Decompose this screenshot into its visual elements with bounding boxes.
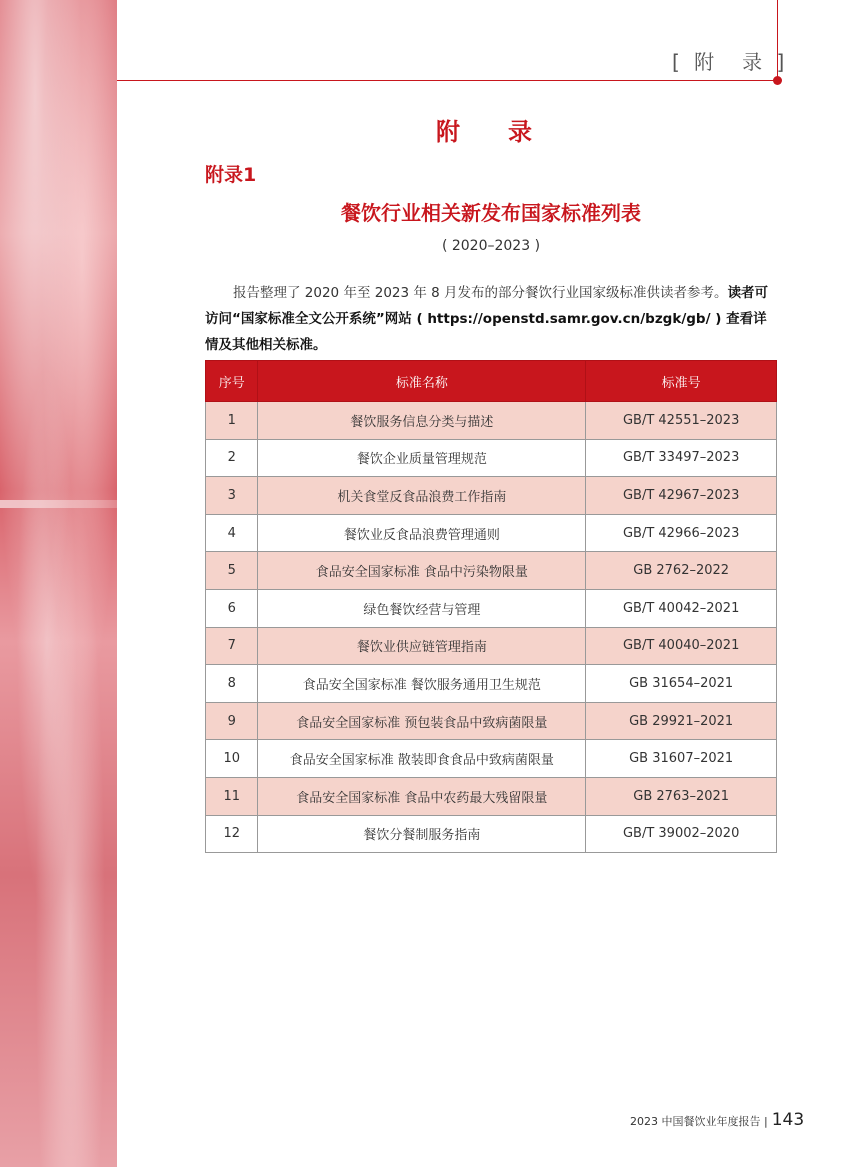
section-tag: [ 附 录 ] xyxy=(672,50,789,74)
table-row xyxy=(206,702,777,740)
standard-name: 食品安全国家标准 散装即食食品中致病菌限量 xyxy=(258,740,586,778)
table-row xyxy=(206,777,777,815)
side-image-divider xyxy=(0,500,117,508)
row-number: 10 xyxy=(206,740,258,778)
row-number: 4 xyxy=(206,514,258,552)
standard-name: 食品安全国家标准 预包装食品中致病菌限量 xyxy=(258,702,586,740)
table-row xyxy=(206,665,777,703)
standard-code: GB/T 40042–2021 xyxy=(586,589,777,627)
footer-text: 2023 中国餐饮业年度报告 | xyxy=(630,1115,768,1128)
standard-name: 食品安全国家标准 餐饮服务通用卫生规范 xyxy=(258,665,586,703)
standard-code: GB 2762–2022 xyxy=(586,552,777,590)
table-row xyxy=(206,514,777,552)
standard-name: 餐饮分餐制服务指南 xyxy=(258,815,586,853)
header-number: 序号 xyxy=(206,361,258,402)
row-number: 1 xyxy=(206,402,258,440)
page-title: 附 录 xyxy=(436,117,544,146)
row-number: 3 xyxy=(206,477,258,515)
standard-code: GB/T 42967–2023 xyxy=(586,477,777,515)
standard-name: 食品安全国家标准 食品中农药最大残留限量 xyxy=(258,777,586,815)
row-number: 12 xyxy=(206,815,258,853)
intro-paragraph xyxy=(205,280,777,358)
table-row xyxy=(206,477,777,515)
header-code: 标准号 xyxy=(586,361,777,402)
table-row xyxy=(206,627,777,665)
row-number: 8 xyxy=(206,665,258,703)
year-range: ( 2020–2023 ) xyxy=(441,238,541,254)
standard-code: GB/T 39002–2020 xyxy=(586,815,777,853)
decorative-side-image xyxy=(0,0,117,1167)
standard-code: GB/T 33497–2023 xyxy=(586,439,777,477)
standard-code: GB 2763–2021 xyxy=(586,777,777,815)
row-number: 11 xyxy=(206,777,258,815)
standard-name: 餐饮企业质量管理规范 xyxy=(258,439,586,477)
table-row xyxy=(206,552,777,590)
standard-name: 食品安全国家标准 食品中污染物限量 xyxy=(258,552,586,590)
table-row xyxy=(206,402,777,440)
page-number: 143 xyxy=(771,1110,805,1130)
standard-name: 餐饮业反食品浪费管理通则 xyxy=(258,514,586,552)
standard-code: GB 29921–2021 xyxy=(586,702,777,740)
table-header-row xyxy=(206,361,777,402)
standards-table xyxy=(205,360,777,853)
header-name: 标准名称 xyxy=(258,361,586,402)
standard-code: GB 31654–2021 xyxy=(586,665,777,703)
row-number: 6 xyxy=(206,589,258,627)
appendix-label: 附录1 xyxy=(205,164,257,186)
row-number: 5 xyxy=(206,552,258,590)
header-dot xyxy=(773,76,782,85)
table-title: 餐饮行业相关新发布国家标准列表 xyxy=(341,201,641,225)
header-rule xyxy=(117,80,777,81)
intro-bold-text: 读者可访问“国家标准全文公开系统”网站 ( https://openstd.samr.gov.cn/bzgk/gb/ ) 查看详情及其他相关标准。 xyxy=(205,285,769,353)
table-row xyxy=(206,439,777,477)
page-footer xyxy=(630,1110,804,1130)
standard-code: GB 31607–2021 xyxy=(586,740,777,778)
row-number: 2 xyxy=(206,439,258,477)
standard-code: GB/T 40040–2021 xyxy=(586,627,777,665)
table-row xyxy=(206,815,777,853)
standard-code: GB/T 42966–2023 xyxy=(586,514,777,552)
table-row xyxy=(206,740,777,778)
standard-name: 餐饮业供应链管理指南 xyxy=(258,627,586,665)
standard-name: 机关食堂反食品浪费工作指南 xyxy=(258,477,586,515)
row-number: 9 xyxy=(206,702,258,740)
table-row xyxy=(206,589,777,627)
standard-name: 餐饮服务信息分类与描述 xyxy=(258,402,586,440)
standard-code: GB/T 42551–2023 xyxy=(586,402,777,440)
intro-text: 报告整理了 2020 年至 2023 年 8 月发布的部分餐饮行业国家级标准供读者参考。 xyxy=(233,285,728,301)
standard-name: 绿色餐饮经营与管理 xyxy=(258,589,586,627)
row-number: 7 xyxy=(206,627,258,665)
